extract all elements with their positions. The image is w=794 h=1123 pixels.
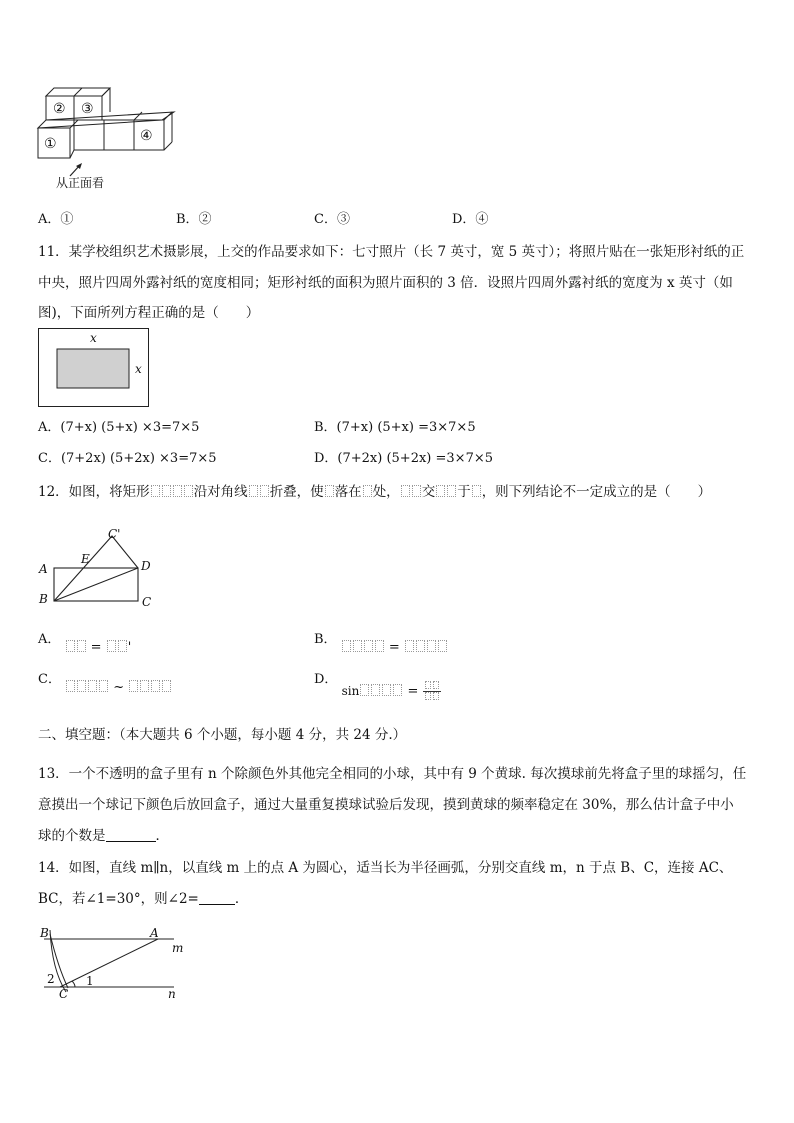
section-2-heading: 二、填空题：（本大题共 6 个小题，每小题 4 分，共 24 分.）	[38, 727, 407, 743]
option-letter: A．	[38, 632, 61, 647]
q10-option-d[interactable]: D．④	[452, 212, 489, 227]
q12-option-b[interactable]	[314, 628, 448, 655]
placeholder-box	[363, 485, 372, 497]
q12-option-c[interactable]	[38, 668, 172, 695]
placeholder-box	[438, 640, 447, 652]
q12-text-8: ，则下列结论不一定成立的是（ ）	[481, 484, 712, 500]
placeholder-box	[118, 640, 127, 652]
cube-caption: 从正面看	[56, 176, 105, 190]
placeholder-box	[405, 640, 414, 652]
q11-option-c[interactable]: C．(7+2x) (5+2x) ×3=7×5	[38, 451, 217, 466]
cube-face-2: ②	[53, 101, 66, 117]
sin-label: sin	[341, 684, 360, 698]
placeholder-box	[184, 485, 193, 497]
q14-line-1: 14．如图，直线 m∥n，以直线 m 上的点 A 为圆心，适当长为半径画弧，分别交直线 m，n 于点 B、C，连接 AC、	[38, 860, 733, 876]
q12-stem	[38, 480, 711, 500]
q12-text-5: 处，	[372, 484, 400, 500]
placeholder-box	[66, 640, 75, 652]
placeholder-box	[99, 680, 108, 692]
placeholder-box	[77, 640, 86, 652]
q12-text-4: 落在	[334, 484, 362, 500]
label-b: B	[40, 926, 49, 940]
equals-sign: =	[407, 684, 419, 699]
label-angle-1: 1	[86, 974, 94, 988]
q13-line-1: 13．一个不透明的盒子里有 n 个除颜色外其他完全相同的小球，其中有 9 个黄球. 每次摸球前先将盒子里的球摇匀，任	[38, 766, 747, 782]
q11-line-2: 中央，照片四周外露衬纸的宽度相同；矩形衬纸的面积为照片面积的 3 倍．设照片四周外露衬纸的宽度为 x 英寸（如	[38, 275, 733, 291]
placeholder-box	[325, 485, 334, 497]
similar-sign: ~	[113, 680, 125, 695]
q12-text-6: 交	[421, 484, 436, 500]
placeholder-box	[371, 684, 380, 696]
placeholder-box	[151, 680, 160, 692]
q12-option-d[interactable]	[314, 668, 441, 699]
placeholder-box	[360, 684, 369, 696]
q12-text-7: 于	[457, 484, 471, 500]
q14-text: BC，若∠1=30°，则∠2=	[38, 891, 199, 907]
fraction	[423, 681, 441, 702]
placeholder-box	[375, 640, 384, 652]
point-c: C	[142, 595, 152, 609]
cube-face-3: ③	[81, 101, 94, 117]
point-c-prime: C'	[108, 527, 121, 541]
placeholder-box	[140, 680, 149, 692]
option-letter: C．	[38, 672, 61, 687]
label-a: A	[150, 926, 159, 940]
frame-label-right-x: x	[135, 362, 142, 376]
placeholder-box	[436, 485, 445, 497]
q12-text-3: 折叠，使	[269, 484, 324, 500]
placeholder-box	[447, 485, 456, 497]
q13-line-3	[38, 824, 169, 844]
placeholder-box	[249, 485, 258, 497]
q11-line-1: 11．某学校组织艺术摄影展，上交的作品要求如下：七寸照片（长 7 英寸，宽 5 英寸）；将照片贴在一张矩形衬纸的正	[38, 244, 745, 260]
placeholder-box	[342, 640, 351, 652]
placeholder-box	[364, 640, 373, 652]
q10-option-b[interactable]: B．②	[176, 212, 212, 227]
q13-line-2: 意摸出一个球记下颜色后放回盒子，通过大量重复摸球试验后发现，摸到黄球的频率稳定在 30%，那么估计盒子中小	[38, 797, 734, 813]
prime-mark: '	[127, 640, 132, 655]
label-angle-2: 2	[47, 972, 55, 986]
label-n: n	[168, 987, 176, 1001]
answer-blank[interactable]	[199, 892, 235, 905]
equals-sign: =	[90, 640, 102, 655]
point-d: D	[141, 559, 151, 573]
placeholder-box	[107, 640, 116, 652]
label-m: m	[172, 941, 184, 955]
placeholder-box	[77, 680, 86, 692]
q11-option-a[interactable]: A．(7+x) (5+x) ×3=7×5	[38, 420, 200, 435]
placeholder-box	[412, 485, 421, 497]
q10-option-a[interactable]: A．①	[38, 212, 74, 227]
placeholder-box	[162, 680, 171, 692]
q12-option-a[interactable]	[38, 628, 132, 655]
placeholder-box	[393, 684, 402, 696]
placeholder-box	[129, 680, 138, 692]
q12-text-2: 沿对角线	[193, 484, 248, 500]
placeholder-box	[173, 485, 182, 497]
placeholder-box	[382, 684, 391, 696]
point-b: B	[39, 592, 48, 606]
q13-period: ．	[155, 828, 169, 844]
placeholder-box	[66, 680, 75, 692]
placeholder-box	[151, 485, 160, 497]
equals-sign: =	[388, 640, 400, 655]
placeholder-box	[88, 680, 97, 692]
label-c: C	[59, 987, 69, 1001]
q11-option-d[interactable]: D．(7+2x) (5+2x) =3×7×5	[314, 451, 493, 466]
q12-text-1: 12．如图，将矩形	[38, 484, 150, 500]
placeholder-box	[353, 640, 362, 652]
point-a: A	[39, 562, 48, 576]
q14-period: ．	[234, 891, 249, 907]
q11-line-3: 图)，下面所列方程正确的是（ ）	[38, 305, 260, 321]
point-e: E	[81, 552, 90, 566]
placeholder-box	[401, 485, 410, 497]
placeholder-box	[416, 640, 425, 652]
option-letter: B．	[314, 632, 337, 647]
placeholder-box	[260, 485, 269, 497]
cube-face-4: ④	[140, 128, 153, 144]
cube-face-1: ①	[44, 136, 57, 152]
option-letter: D．	[314, 672, 338, 687]
placeholder-box	[427, 640, 436, 652]
q10-option-c[interactable]: C．③	[314, 212, 350, 227]
q14-line-2	[38, 887, 248, 907]
answer-blank[interactable]	[106, 829, 156, 842]
placeholder-box	[472, 485, 481, 497]
q11-option-b[interactable]: B．(7+x) (5+x) =3×7×5	[314, 420, 476, 435]
q13-text: 球的个数是	[38, 828, 106, 844]
placeholder-box	[162, 485, 171, 497]
frame-label-top-x: x	[90, 331, 97, 345]
